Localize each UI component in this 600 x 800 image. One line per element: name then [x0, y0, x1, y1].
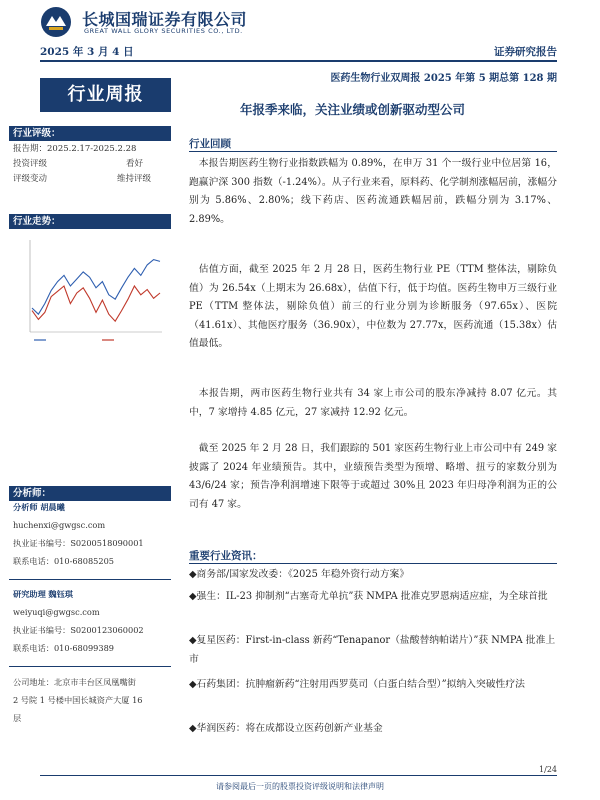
review-divider — [189, 151, 557, 152]
analyst-title: 分析师： — [9, 486, 171, 501]
news-item-2[interactable]: ◆强生：IL-23 抑制剂“古塞奇尤单抗”获 NMPA 批准克罗恩病适应症，为全球首批 — [189, 591, 548, 602]
analyst-divider — [9, 579, 171, 580]
footer-divider — [40, 775, 557, 776]
news-item-3[interactable]: ◆复星医药：First-in-class 新药“Tenapanor（盐酸替纳帕诺片）”获 NMPA 批准上市 — [189, 635, 556, 665]
rating-value-change: 维持评级 — [117, 174, 152, 184]
review-paragraph-2: 估值方面，截至 2025 年 2 月 28 日，医药生物行业 PE（TTM 整体法，剔除负值）为 26.54x（上期末为 26.68x），估值下行，低于均值。医药生物申万三级行业 PE（TTM 整体法，剔除负值）前三的行业分别为诊断服务（97.65x）、医院（41.61x）、其他医疗服务（36.90x），中位数为 27.77x，医药流通（15.38x）估值最低。 — [189, 264, 557, 349]
review-paragraph-3: 本报告期，两市医药生物行业共有 34 家上市公司的股东净减持 8.07 亿元。其中，7 家增持 4.85 亿元，27 家减持 12.92 亿元。 — [189, 388, 557, 418]
trend-title: 行业走势： — [9, 214, 171, 229]
report-date: 2025 年 3 月 4 日 — [40, 46, 134, 58]
analyst-2-cert: 执业证书编号：S0200123060002 — [13, 625, 144, 635]
news-title: 重要行业资讯： — [189, 550, 263, 562]
news-item-5[interactable]: ◆华润医药：将在成都设立医药创新产业基金 — [189, 723, 383, 734]
analyst-1-phone: 联系电话：010-68085205 — [13, 556, 115, 566]
rating-label-investment: 投资评级 — [13, 159, 48, 169]
report-headline: 年报季来临，关注业绩或创新驱动型公司 — [240, 102, 466, 117]
rating-label-change: 评级变动 — [13, 174, 48, 184]
header-divider — [40, 60, 557, 62]
company-name-en: GREAT WALL GLORY SECURITIES CO., LTD. — [84, 27, 243, 35]
analyst-1 — [13, 502, 65, 513]
review-paragraph-4: 截至 2025 年 2 月 28 日，我们跟踪的 501 家医药生物行业上市公司中有 249 家披露了 2024 年业绩预告。其中，业绩预告类型为预增、略增、扭亏的家数分别为 43/6/24 家；预告净利润增速下限等于或超过 30%且 2023 年归母净利润为正的公司有 47 家。 — [189, 443, 557, 510]
analyst-1-cert: 执业证书编号：S0200518090001 — [13, 538, 144, 548]
series-industry-line — [32, 260, 160, 315]
news-item-4[interactable]: ◆石药集团：抗肿瘤新药“注射用西罗莫司（白蛋白结合型）”拟纳入突破性疗法 — [189, 679, 525, 690]
company-logo-icon — [40, 6, 72, 38]
company-name-cn: 长城国瑞证券有限公司 — [82, 10, 248, 29]
analyst-2-phone: 联系电话：010-68099389 — [13, 643, 115, 653]
rating-value-investment: 看好 — [126, 159, 144, 169]
review-title: 行业回顾 — [189, 138, 231, 150]
address-line-1: 公司地址：北京市丰台区凤凰嘴街 — [13, 677, 136, 687]
news-divider — [189, 563, 557, 564]
report-period: 报告期：2025.2.17-2025.2.28 — [13, 144, 137, 154]
news-item-1[interactable]: ◆商务部/国家发改委：《2025 年稳外资行动方案》 — [189, 569, 410, 580]
report-banner: 行业周报 — [40, 78, 171, 112]
analyst-2 — [13, 589, 73, 600]
address-line-2: 2 号院 1 号楼中国长城资产大厦 16 — [13, 695, 143, 705]
industry-trend-chart — [12, 232, 168, 352]
analyst-2-name: 魏钰琪 — [48, 589, 73, 599]
footer-disclaimer: 请参阅最后一页的股票投资评级说明和法律声明 — [216, 782, 384, 791]
rating-title: 行业评级： — [9, 126, 171, 141]
address-line-3: 层 — [13, 713, 22, 723]
analyst-1-email[interactable]: huchenxi@gwgsc.com — [13, 520, 106, 530]
review-paragraph-1: 本报告期医药生物行业指数跌幅为 0.89%，在申万 31 个一级行业中位居第 16，跑赢沪深 300 指数（-1.24%）。从子行业来看，原料药、化学制剂涨幅居前，涨幅分别为 5.86%、2.80%；线下药店、医药流通跌幅居前，跌幅分别为 3.17%、2.89%。 — [189, 158, 557, 225]
analyst-1-role: 分析师 — [13, 502, 38, 512]
page-number: 1/24 — [539, 765, 557, 774]
analyst-2-role: 研究助理 — [13, 589, 46, 599]
address-divider — [9, 666, 171, 667]
document-type: 证券研究报告 — [494, 46, 557, 58]
report-subtitle: 医药生物行业双周报 2025 年第 5 期总第 128 期 — [330, 73, 557, 84]
analyst-1-name: 胡晨曦 — [40, 502, 65, 512]
analyst-2-email[interactable]: weiyuqi@gwgsc.com — [13, 607, 100, 617]
